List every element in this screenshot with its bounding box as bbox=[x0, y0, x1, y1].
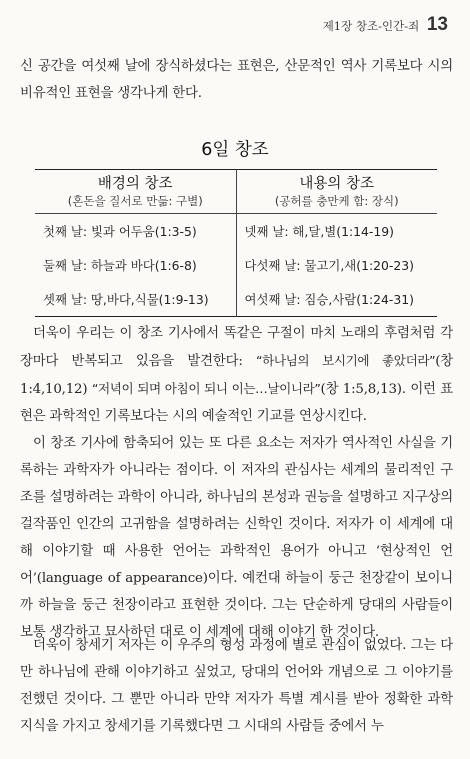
table-row bbox=[35, 214, 437, 249]
table-cell: 둘째 날: 하늘과 바다(1:6-8) bbox=[35, 248, 236, 282]
body-paragraph-refrain bbox=[20, 320, 453, 646]
six-days-table bbox=[35, 169, 437, 317]
right-column-header bbox=[236, 170, 437, 214]
table-cell: 첫째 날: 빛과 어두움(1:3-5) bbox=[35, 214, 236, 249]
table-cell: 셋째 날: 땅,바다,식물(1:9-13) bbox=[35, 282, 236, 317]
table-title: 6일 창조 bbox=[201, 140, 269, 160]
scripture-quote: “저녁이 되며 아침이 되니 이는…날이니라” bbox=[91, 381, 321, 396]
scripture-quote: “하나님의 보시기에 좋았더라” bbox=[256, 353, 436, 368]
page-number: 13 bbox=[426, 14, 448, 35]
left-header-title: 배경의 창조 bbox=[97, 175, 173, 192]
table-header-row bbox=[35, 170, 437, 214]
table-cell: 다섯째 날: 물고기,새(1:20-23) bbox=[236, 248, 437, 282]
intro-paragraph: 신 공간을 여섯째 날에 장식하셨다는 표현은, 산문적인 역사 기록보다 시의 비유적인 표현을 생각나게 한다. bbox=[20, 59, 453, 101]
paragraph-text: 더욱이 우리는 이 창조 기사에서 똑같은 구절이 마치 노래의 후렴처럼 각 장마다 반복되고 있음을 발견한다: bbox=[20, 326, 453, 369]
right-header-subtitle: (공허를 충만케 함: 장식) bbox=[274, 193, 399, 208]
table-cell: 넷째 날: 해,달,별(1:14-19) bbox=[236, 214, 437, 249]
table-cell: 여섯째 날: 짐승,사람(1:24-31) bbox=[236, 282, 437, 317]
chapter-title: 제1장 창조-인간-죄 bbox=[322, 19, 420, 33]
body-paragraph-cosmos: 더욱이 창세기 저자는 이 우주의 형성 과정에 별로 관심이 없었다. 그는 다만 하나님에 관해 이야기하고 싶었고, 당대의 언어와 개념으로 그 이야기를 전했던 것이다. 그 뿐만 아니라 만약 저자가 특별 계시를 받아 정확한 과학 지식을 가지고 창세기를 기록했다면 그 시대의 사람들 중에서 누 bbox=[20, 638, 453, 734]
running-header bbox=[323, 14, 448, 36]
left-header-subtitle: (혼돈을 질서로 만듦: 구별) bbox=[67, 193, 203, 208]
body-paragraph-author: 이 창조 기사에 함축되어 있는 또 다른 요소는 저자가 역사적인 사실을 기록하는 과학자가 아니라는 점이다. 이 저자의 관심사는 세계의 물리적인 구조를 설명하려는 과학이 아니라, 하나님의 본성과 권능을 설명하고 지구상의 걸작품인 인간의 고귀함을 설명하려는 신학인 것이다. 저자가 이 세계에 대해 이야기할 때 사용한 언어는 과학적인 용어가 아니고 ‘현상적인 언어’(language of appearance)이다. 예컨대 하늘이 둥근 천장같이 보이니까 하늘을 둥근 천장이라고 표현한 것이다. 그는 단순하게 당대의 사람들이 보통 생각하고 묘사하던 대로 이 세계에 대해 이야기 한 것이다. bbox=[20, 436, 453, 640]
table-row bbox=[35, 248, 437, 282]
left-column-header bbox=[35, 170, 236, 214]
paragraph-text: (창 1:5,8,13). 이런 표현은 과학적인 기록보다는 시의 예술적인 기교를 연상시킨다. bbox=[20, 382, 453, 424]
right-header-title: 내용의 창조 bbox=[299, 175, 375, 192]
table-row bbox=[35, 282, 437, 317]
scripture-reference: (창 1:4,10,12) bbox=[20, 354, 453, 397]
